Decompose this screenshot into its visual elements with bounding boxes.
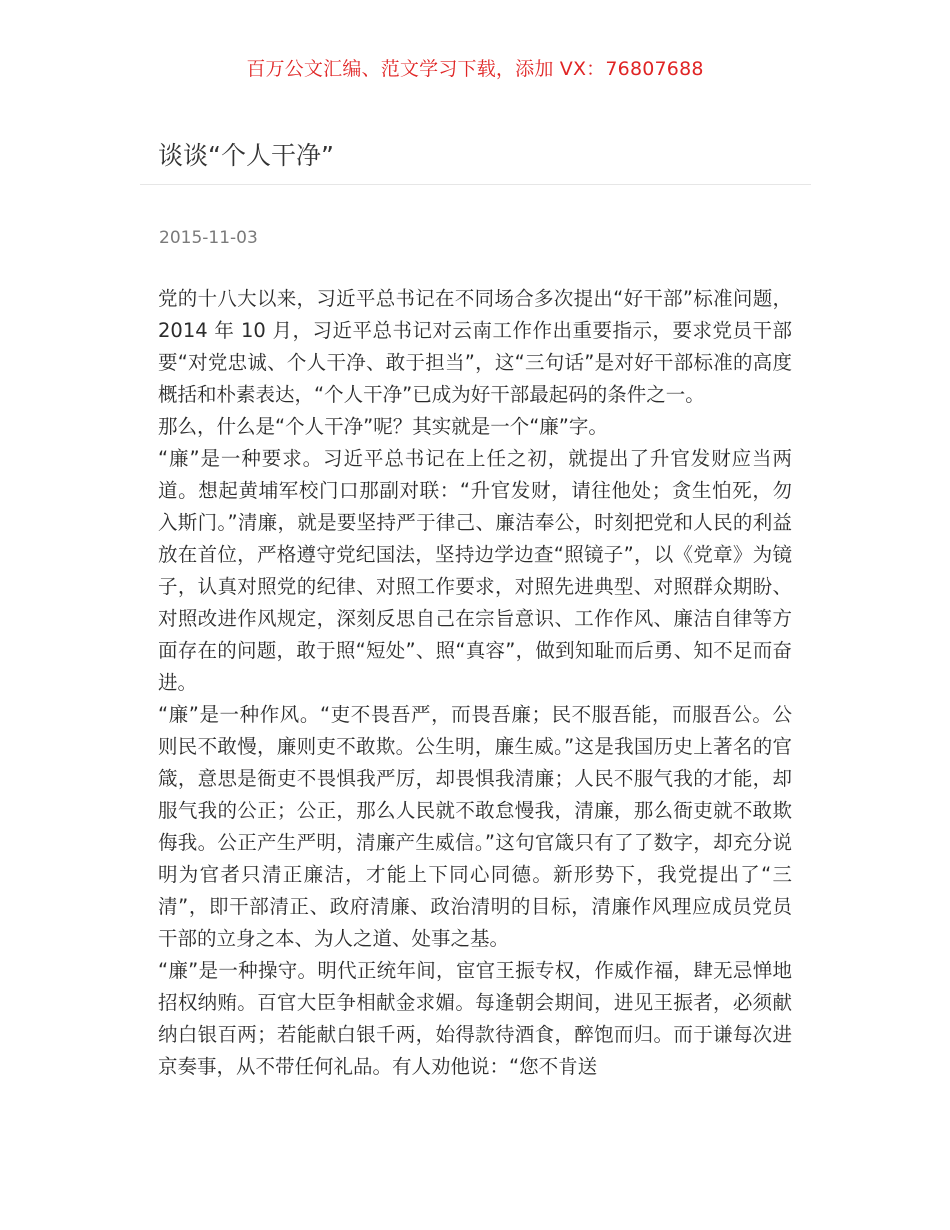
- article-paragraph: 那么，什么是“个人干净”呢？其实就是一个“廉”字。: [158, 415, 608, 438]
- article-paragraph: “廉”是一种操守。明代正统年间，宦官王振专权，作威作福，肆无忌惮地招权纳贿。百官大臣争相献金求媚。每逢朝会期间，进见王振者，必须献纳白银百两；若能献白银千两，始得款待酒食，醉饱而归。而于谦每次进京奏事，从不带任何礼品。有人劝他说：“您不肯送: [158, 959, 792, 1078]
- article-paragraph: “廉”是一种作风。“吏不畏吾严，而畏吾廉；民不服吾能，而服吾公。公则民不敢慢，廉则吏不敢欺。公生明，廉生威。”这是我国历史上著名的官箴，意思是衙吏不畏惧我严厉，却畏惧我清廉；人民不服气我的才能，却服气我的公正；公正，那么人民就不敢怠慢我，清廉，那么衙吏就不敢欺侮我。公正产生严明，清廉产生威信。”这句官箴只有了了数字，却充分说明为官者只清正廉洁，才能上下同心同德。新形势下，我党提出了“三清”，即干部清正、政府清廉、政治清明的目标，清廉作风理应成员党员干部的立身之本、为人之道、处事之基。: [158, 703, 792, 950]
- header-banner: 百万公文汇编、范文学习下载，添加 VX：76807688: [246, 58, 704, 80]
- article-paragraph: 党的十八大以来，习近平总书记在不同场合多次提出“好干部”标准问题，2014 年 10 月，习近平总书记对云南工作作出重要指示，要求党员干部要“对党忠诚、个人干净、敢于担当”，这“三句话”是对好干部标准的高度概括和朴素表达，“个人干净”已成为好干部最起码的条件之一。: [158, 287, 792, 406]
- article-title: 谈谈“个人干净”: [158, 141, 334, 170]
- article-body: [158, 283, 792, 1083]
- title-divider: [140, 184, 811, 185]
- article-paragraph: “廉”是一种要求。习近平总书记在上任之初，就提出了升官发财应当两道。想起黄埔军校门口那副对联：“升官发财，请往他处；贪生怕死，勿入斯门。”清廉，就是要坚持严于律己、廉洁奉公，时刻把党和人民的利益放在首位，严格遵守党纪国法，坚持边学边查“照镜子”，以《党章》为镜子，认真对照党的纪律、对照工作要求，对照先进典型、对照群众期盼、对照改进作风规定，深刻反思自己在宗旨意识、工作作风、廉洁自律等方面存在的问题，敢于照“短处”、照“真容”，做到知耻而后勇、知不足而奋进。: [158, 447, 792, 694]
- article-date: 2015-11-03: [159, 228, 258, 248]
